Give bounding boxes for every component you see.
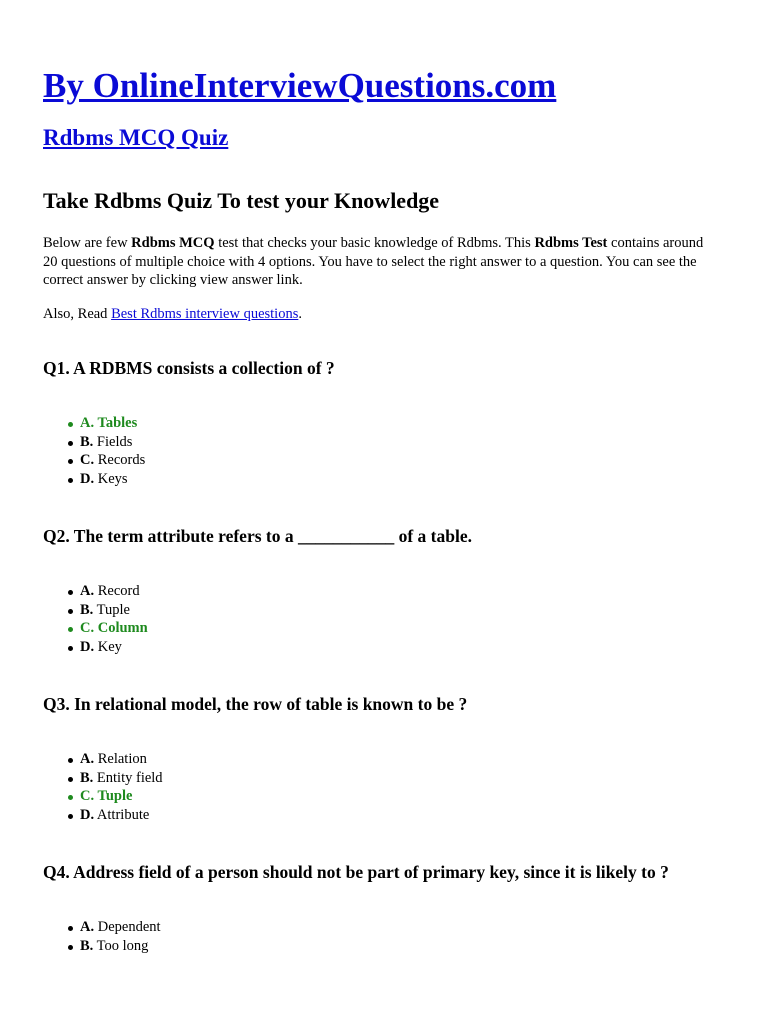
option-text: Dependent xyxy=(94,919,161,935)
intro-text-2: test that checks your basic knowledge of Rdbms. This xyxy=(214,235,535,251)
site-title xyxy=(43,64,556,108)
option-text: Fields xyxy=(93,433,133,450)
option-text: Tuple xyxy=(93,601,130,618)
option-text: Column xyxy=(94,620,148,637)
option-text: Tables xyxy=(94,415,138,431)
option-letter: B. xyxy=(80,433,94,450)
also-read-suffix: . xyxy=(298,306,302,322)
quiz-title-link[interactable]: Rdbms MCQ Quiz xyxy=(43,125,229,150)
q4-option-b[interactable] xyxy=(43,937,161,956)
intro-text-1: Below are few xyxy=(43,235,132,251)
q3-option-c[interactable] xyxy=(43,787,163,806)
option-letter: C. xyxy=(80,620,95,637)
option-letter: B. xyxy=(80,937,94,954)
quiz-title xyxy=(43,123,228,153)
q3-option-d[interactable] xyxy=(43,806,163,825)
option-text: Keys xyxy=(94,470,128,487)
option-letter: B. xyxy=(80,769,94,786)
interview-questions-link[interactable]: Best Rdbms interview questions xyxy=(111,306,299,322)
question-3-options xyxy=(43,750,163,824)
intro-paragraph xyxy=(43,234,718,290)
option-text: Record xyxy=(94,583,140,599)
option-letter: D. xyxy=(80,806,95,823)
q1-option-c[interactable] xyxy=(43,451,145,470)
option-text: Relation xyxy=(94,751,147,767)
q2-option-d[interactable] xyxy=(43,638,148,657)
site-title-link[interactable]: By OnlineInterviewQuestions.com xyxy=(43,66,557,105)
option-text: Records xyxy=(94,452,146,469)
q1-option-d[interactable] xyxy=(43,470,145,489)
option-letter: A. xyxy=(80,919,95,935)
page-heading: Take Rdbms Quiz To test your Knowledge xyxy=(43,188,440,213)
question-2-options xyxy=(43,582,148,656)
intro-bold-2: Rdbms Test xyxy=(534,235,608,251)
option-text: Entity field xyxy=(93,769,163,786)
intro-text-3: contains around 20 questions of multiple choice with 4 options. You have to select the right answer to a question. You can see the correct answer by clicking view answer link. xyxy=(43,235,704,289)
option-letter: D. xyxy=(80,470,95,487)
q4-option-a[interactable] xyxy=(43,918,161,937)
q3-option-b[interactable] xyxy=(43,769,163,788)
q3-option-a[interactable] xyxy=(43,750,163,769)
option-letter: B. xyxy=(80,601,94,618)
q2-option-b[interactable] xyxy=(43,601,148,620)
q1-option-a[interactable] xyxy=(43,414,145,433)
q2-option-a[interactable] xyxy=(43,582,148,601)
option-text: Key xyxy=(94,638,122,655)
option-letter: C. xyxy=(80,788,95,805)
also-read-line xyxy=(43,305,302,324)
option-text: Attribute xyxy=(94,806,150,823)
q1-option-b[interactable] xyxy=(43,433,145,452)
option-letter: D. xyxy=(80,638,95,655)
question-1: Q1. A RDBMS consists a collection of ? xyxy=(43,358,335,378)
option-text: Too long xyxy=(93,937,149,954)
also-read-prefix: Also, Read xyxy=(43,306,112,322)
option-text: Tuple xyxy=(94,788,133,805)
option-letter: A. xyxy=(80,415,95,431)
question-4: Q4. Address field of a person should not be part of primary key, since it is likely to ? xyxy=(43,862,669,882)
question-3: Q3. In relational model, the row of table is known to be ? xyxy=(43,694,468,714)
question-1-options xyxy=(43,414,145,488)
question-2: Q2. The term attribute refers to a ___________ of a table. xyxy=(43,526,472,546)
question-4-options xyxy=(43,918,161,955)
q2-option-c[interactable] xyxy=(43,619,148,638)
option-letter: A. xyxy=(80,751,95,767)
option-letter: A. xyxy=(80,583,95,599)
option-letter: C. xyxy=(80,452,95,469)
intro-bold-1: Rdbms MCQ xyxy=(131,235,215,251)
